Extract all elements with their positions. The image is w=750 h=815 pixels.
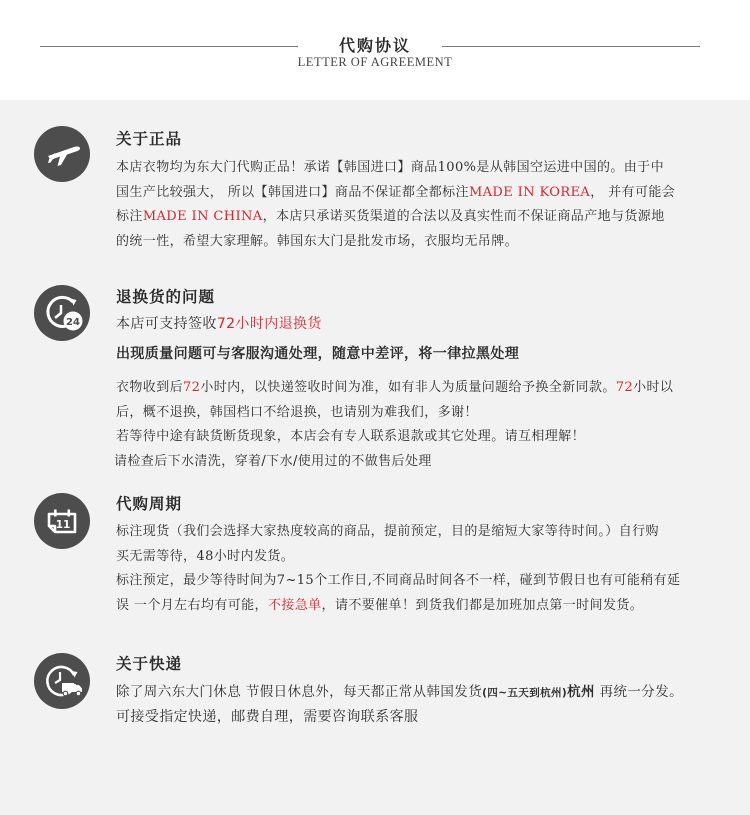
quality-issue-notice: 出现质量问题可与客服沟通处理，随意中差评，将一律拉黑处理 — [116, 346, 520, 362]
made-in-korea-label: MADE IN KOREA — [468, 184, 591, 200]
section-title-authentic: 关于正品 — [116, 130, 183, 148]
wash-notice: 请检查后下水清洗，穿着/下水/使用过的不做售后处理 — [114, 454, 432, 469]
returns-line-3: 若等待中途有缺货断货现象，本店会有专人联系退款或其它处理。请互相理解！ — [116, 429, 586, 444]
section-title-cycle: 代购周期 — [116, 495, 183, 513]
transit-time-label: (四~五天到杭州) — [482, 687, 568, 699]
return-support-text: 本店可支持签收 — [116, 316, 217, 332]
cycle-line-2: 买无需等待，48小时内发货。 — [116, 548, 295, 564]
authentic-line-2-tail: ， 并有可能会 — [590, 184, 676, 200]
authentic-line-4: 的统一性，希望大家理解。韩国东大门是批发市场，衣服均无吊牌。 — [116, 233, 519, 249]
header — [0, 0, 750, 100]
calendar-11-icon — [34, 493, 90, 549]
authentic-line-2-text: 国生产比较强大， 所以【韩国进口】商品不保证都全都标注 — [116, 184, 469, 200]
delivery-truck-icon — [34, 653, 90, 709]
authentic-line-3 — [116, 205, 665, 230]
authentic-line-3-text: 标注 — [116, 209, 143, 224]
returns-line-2: 后，概不退换，韩国档口不给退换，也请别为难我们，多谢！ — [116, 404, 478, 420]
cycle-line-1: 标注现货（我们会选择大家热度较高的商品，提前预定，目的是缩短大家等待时间。）自行购 — [116, 524, 659, 539]
shipping-line-1 — [116, 680, 683, 706]
authentic-line-2 — [116, 181, 675, 206]
clock-24-icon — [34, 285, 90, 341]
svg-text:11: 11 — [55, 519, 71, 531]
airplane-icon — [34, 126, 90, 182]
made-in-china-label: MADE IN CHINA — [142, 209, 263, 224]
returns-line-1-mid: 小时内，以快递签收时间为准，如有非人为质量问题给予换全新同款。 — [200, 380, 616, 395]
section-title-shipping: 关于快递 — [116, 655, 183, 673]
shipping-line-1-tail: 再统一分发。 — [594, 684, 683, 700]
returns-line-1-tail: 小时以 — [633, 380, 674, 395]
authentic-line-3-tail: ，本店只承诺买货渠道的合法以及真实性而不保证商品产地与货源地 — [262, 209, 665, 224]
page-subtitle: LETTER OF AGREEMENT — [297, 55, 453, 69]
hangzhou-label: 杭州 — [567, 684, 595, 700]
shipping-line-1-text: 除了周六东大门休息 节假日休息外，每天都正常从韩国发货 — [116, 684, 483, 700]
no-rush-orders-label: 不接急单 — [267, 597, 322, 613]
cycle-line-3: 标注预定，最少等待时间为7~15个工作日,不同商品时间各不一样，碰到节假日也有可能稍有延 — [116, 573, 681, 588]
return-support-line — [116, 312, 712, 337]
shipping-line-2: 可接受指定快递，邮费自理，需要咨询联系客服 — [116, 709, 419, 725]
page-title: 代购协议 — [338, 36, 411, 55]
authentic-line-1: 本店衣物均为东大门代购正品！承诺【韩国进口】商品100%是从韩国空运进中国的。由于中 — [116, 160, 664, 175]
returns-hours-2: 72 — [615, 380, 634, 395]
cycle-line-4 — [116, 594, 643, 619]
returns-hours-1: 72 — [183, 380, 201, 395]
svg-text:24: 24 — [66, 316, 80, 328]
returns-line-1 — [116, 376, 673, 401]
cycle-line-4-tail: ，请不要催单！到货我们都是加班加点第一时间发货。 — [321, 597, 644, 613]
return-window-label: 72小时内退换货 — [216, 316, 322, 332]
section-title-returns: 退换货的问题 — [116, 288, 216, 306]
cycle-line-4-text: 误 一个月左右均有可能， — [116, 597, 268, 613]
returns-line-1-text: 衣物收到后 — [116, 380, 184, 395]
